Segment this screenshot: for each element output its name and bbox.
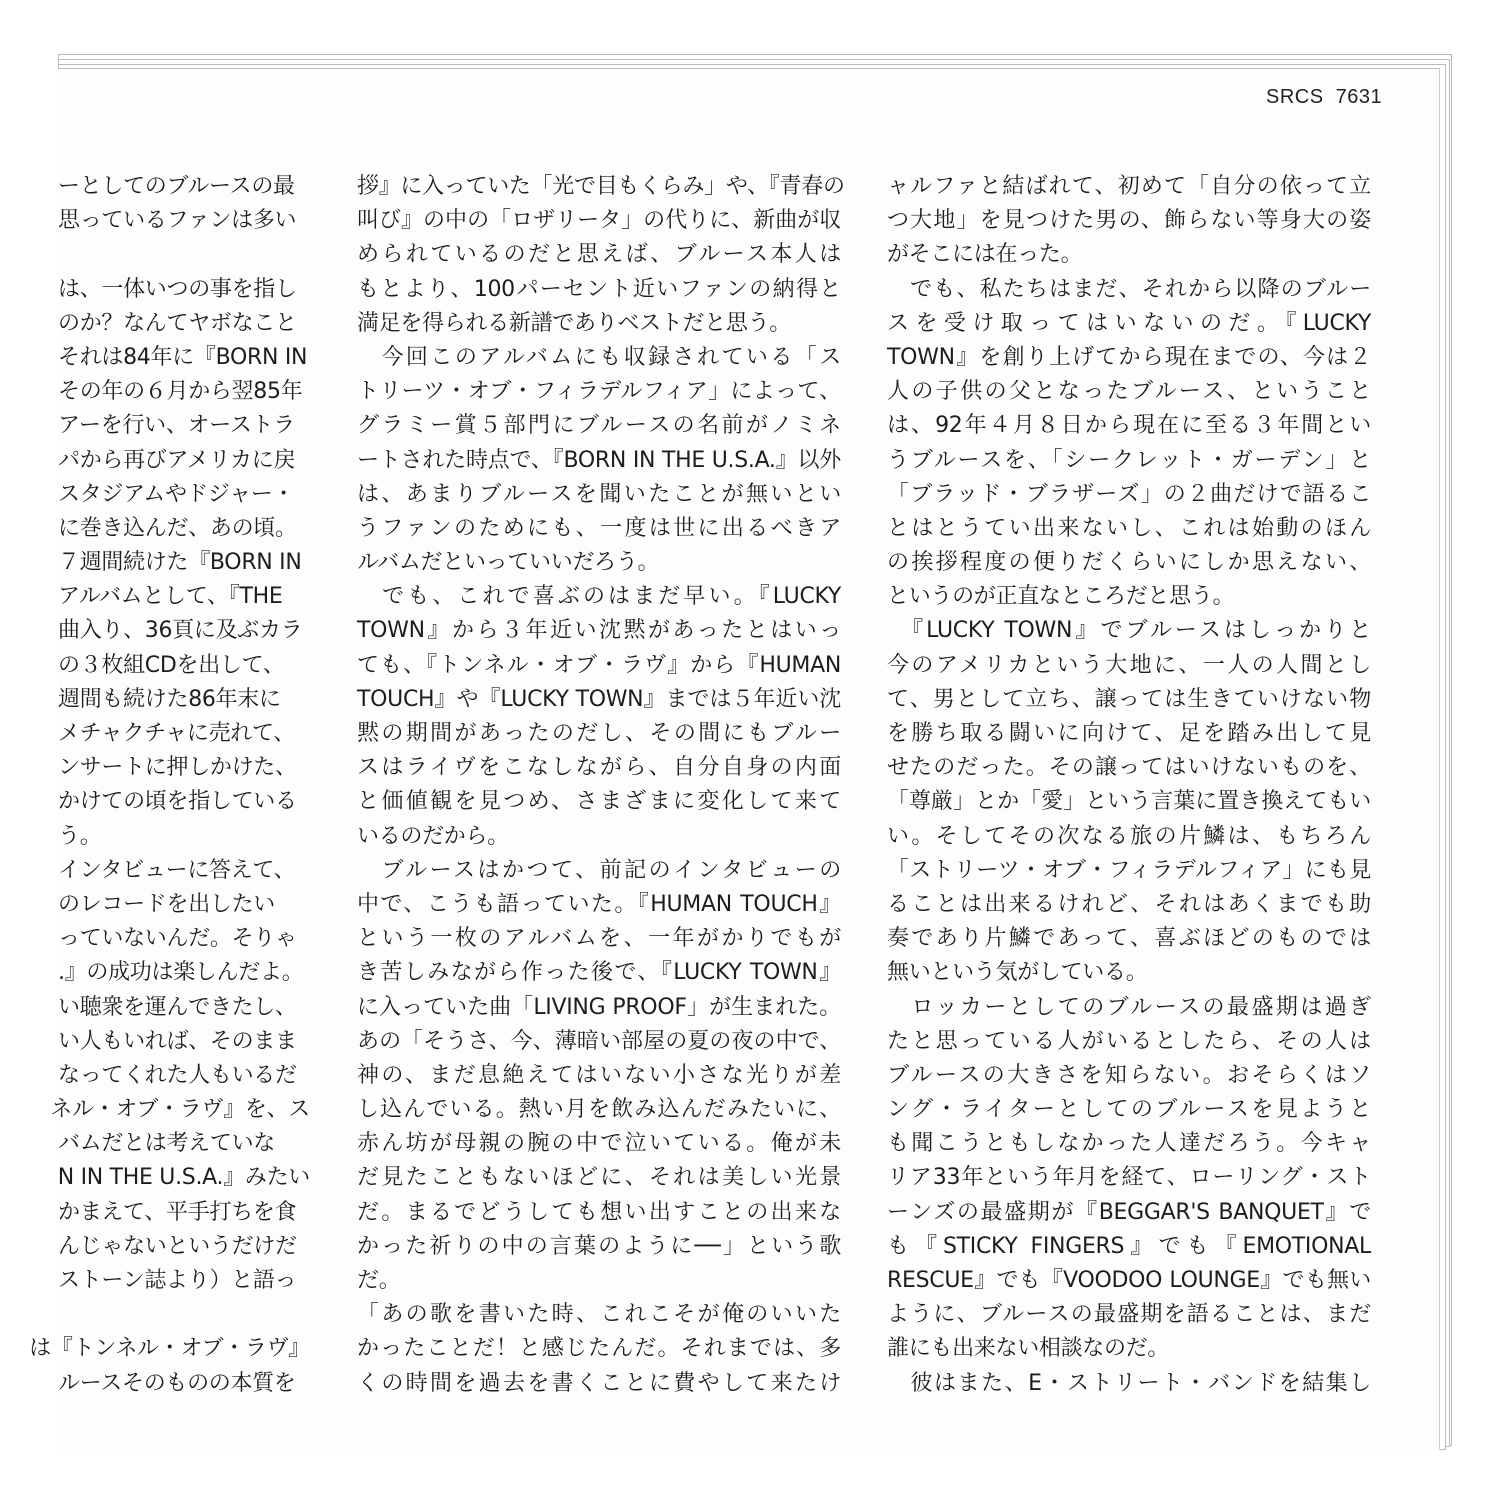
text-line: TOUCH』や『LUCKY TOWN』までは５年近い沈 xyxy=(357,686,841,712)
text-line: くの時間を過去を書くことに費やして来たけ xyxy=(357,1370,841,1396)
text-line: 今回このアルバムにも収録されている「ス xyxy=(357,344,841,370)
text-line: ルースそのものの本質を xyxy=(58,1370,296,1396)
text-line: スを受け取ってはいないのだ。『LUCKY xyxy=(887,310,1371,336)
text-line: 中で、こうも語っていた。『HUMAN TOUCH』 xyxy=(357,891,841,917)
text-line: メチャクチャに売れて、 xyxy=(58,721,295,746)
text-line: ートされた時点で、『BORN IN THE U.S.A.』以外 xyxy=(357,447,841,473)
text-line: 奏であり片鱗であって、喜ぶほどのものでは xyxy=(887,926,1371,952)
text-line: つ大地」を見つけた男の、飾らない等身大の姿 xyxy=(887,208,1371,234)
text-line: ブルースの大きさを知らない。おそらくはソ xyxy=(887,1062,1371,1088)
text-line: でも、私たちはまだ、それから以降のブルー xyxy=(887,276,1371,302)
text-line: ることは出来るけれど、それはあくまでも助 xyxy=(887,891,1371,917)
text-line: は、あまりブルースを聞いたことが無いとい xyxy=(357,481,841,507)
text-line: 曲入り、36頁に及ぶカラ xyxy=(58,618,303,644)
catalog-number: SRCS 7631 xyxy=(1266,86,1383,108)
text-column-middle xyxy=(357,170,845,1401)
text-line: のか？なんてヤボなこと xyxy=(58,310,297,336)
text-line: パから再びアメリカに戻 xyxy=(58,447,296,473)
text-line: も『STICKY FINGERS』でも『EMOTIONAL xyxy=(887,1233,1371,1259)
text-line: グラミー賞５部門にブルースの名前がノミネ xyxy=(357,413,841,439)
text-line: に入っていた曲「LIVING PROOF」が生まれた。 xyxy=(357,994,841,1020)
text-line: トリーツ・オブ・フィラデルフィア」によって、 xyxy=(357,379,841,405)
text-line: アーを行い、オーストラ xyxy=(58,413,295,439)
text-line: ロッカーとしてのブルースの最盛期は過ぎ xyxy=(887,994,1371,1020)
text-line: 誰にも出来ない相談なのだ。 xyxy=(887,1336,1170,1362)
text-line: 黙の期間があったのだし、その間にもブルー xyxy=(357,721,841,746)
text-line: ても、『トンネル・オブ・ラヴ』から『HUMAN xyxy=(357,652,841,678)
text-line: だ。 xyxy=(357,1268,401,1293)
text-line: かまえて、平手打ちを食 xyxy=(58,1199,297,1225)
text-line: もとより、100パーセント近いファンの納得と xyxy=(357,276,841,302)
text-line: も聞こうともしなかった人達だろう。今キャ xyxy=(887,1131,1371,1157)
text-line: 「ブラッド・ブラザーズ」の２曲だけで語るこ xyxy=(887,481,1371,507)
text-line: 赤ん坊が母親の腕の中で泣いている。俺が未 xyxy=(357,1131,841,1157)
text-line: き苦しみながら作った後で、『LUCKY TOWN』 xyxy=(357,960,841,986)
text-line: は、一体いつの事を指し xyxy=(58,276,297,302)
text-line: 「尊厳」とか「愛」という言葉に置き換えてもい xyxy=(887,789,1371,815)
text-line: 『LUCKY TOWN』でブルースはしっかりと xyxy=(887,618,1371,644)
text-line: ング・ライターとしてのブルースを見ようと xyxy=(887,1097,1371,1123)
text-line: と価値観を見つめ、さまざまに変化して来て xyxy=(357,789,841,815)
text-line: ストーン誌より）と語っ xyxy=(58,1268,297,1293)
text-line: だ見たこともないほどに、それは美しい光景 xyxy=(357,1165,841,1191)
text-line: TOWN』を創り上げてから現在までの、今は２ xyxy=(887,344,1371,370)
text-line: スはライヴをこなしながら、自分自身の内面 xyxy=(357,755,841,781)
text-line: ャルファと結ばれて、初めて「自分の依って立 xyxy=(887,174,1371,199)
text-line xyxy=(58,1298,310,1332)
text-line: ーとしてのブルースの最 xyxy=(58,174,295,199)
text-column-left xyxy=(29,170,310,1401)
text-line: ンサートに押しかけた、 xyxy=(58,755,297,781)
text-line: なってくれた人もいるだ xyxy=(58,1062,297,1088)
text-line: がそこには在った。 xyxy=(887,242,1083,268)
text-line: かった祈りの中の言葉のように──」という歌 xyxy=(357,1233,841,1259)
text-line: のレコードを出したい xyxy=(58,891,276,917)
text-line: だ。まるでどうしても想い出すことの出来な xyxy=(357,1199,841,1225)
text-line: うブルースを、「シークレット・ガーデン」と xyxy=(887,447,1371,473)
text-line: 「あの歌を書いた時、これこそが俺のいいた xyxy=(357,1302,841,1328)
text-line: 「ストリーツ・オブ・フィラデルフィア」にも見 xyxy=(887,857,1371,883)
text-line: の３枚組CDを出して、 xyxy=(58,652,285,678)
text-line: 思っているファンは多い xyxy=(58,208,297,234)
text-line: っていないんだ。そりゃ xyxy=(58,926,297,952)
text-line: RESCUE』でも『VOODOO LOUNGE』でも無い xyxy=(887,1268,1371,1293)
text-line: それは84年に『BORN IN xyxy=(58,344,308,370)
text-line: ルバムだといっていいだろう。 xyxy=(357,550,660,576)
text-line: 今のアメリカという大地に、一人の人間とし xyxy=(887,652,1371,678)
text-line: その年の６月から翌85年 xyxy=(58,379,303,405)
text-line: 無いという気がしている。 xyxy=(887,960,1148,986)
text-line: アルバムとして、『THE xyxy=(58,584,283,610)
text-line: い。そしてその次なる旅の片鱗は、もちろん xyxy=(887,823,1371,849)
text-line: せたのだった。その譲ってはいけないものを、 xyxy=(887,755,1371,781)
text-line: かけての頃を指している xyxy=(58,789,297,815)
text-line: うファンのためにも、一度は世に出るべきア xyxy=(357,515,841,541)
text-line: 週間も続けた86年末に xyxy=(58,686,281,712)
text-line: とはとうてい出来ないし、これは始動のほん xyxy=(887,515,1371,541)
text-line: 彼はまた、E・ストリート・バンドを結集し xyxy=(887,1370,1371,1396)
text-column-right xyxy=(887,170,1371,1401)
text-line: という一枚のアルバムを、一年がかりでもが xyxy=(357,926,841,952)
text-line: い人もいれば、そのまま xyxy=(58,1028,297,1054)
text-line: かったことだ！と感じたんだ。それまでは、多 xyxy=(357,1336,841,1362)
text-line: は、92年４月８日から現在に至る３年間とい xyxy=(887,413,1371,439)
text-line: たと思っている人がいるとしたら、その人は xyxy=(887,1028,1371,1054)
text-line: は『トンネル・オブ・ラヴ』 xyxy=(29,1336,310,1362)
text-line: バムだとは考えていな xyxy=(58,1131,276,1157)
text-line: N IN THE U.S.A.』みたい xyxy=(57,1165,310,1191)
text-line: TOWN』から３年近い沈黙があったとはいっ xyxy=(357,618,841,644)
text-line: スタジアムやドジャー・ xyxy=(58,481,295,507)
text-line: んじゃないというだけだ xyxy=(58,1233,297,1259)
text-line: というのが正直なところだと思う。 xyxy=(887,584,1235,610)
text-line: の挨拶程度の便りだくらいにしか思えない、 xyxy=(887,550,1371,576)
text-line: を勝ち取る闘いに向けて、足を踏み出して見 xyxy=(887,721,1371,746)
text-line: ネル・オブ・ラヴ』を、ス xyxy=(50,1097,310,1123)
text-line: う。 xyxy=(58,823,102,849)
text-line: められているのだと思えば、ブルース本人は xyxy=(357,242,841,268)
text-line: いるのだから。 xyxy=(357,823,509,849)
text-line: に巻き込んだ、あの頃。 xyxy=(58,515,297,541)
text-line: でも、これで喜ぶのはまだ早い。『LUCKY xyxy=(357,584,841,610)
text-line: 拶』に入っていた「光で目もくらみ」や、『青春の xyxy=(357,174,845,199)
text-line: ーンズの最盛期が『BEGGAR'S BANQUET』で xyxy=(887,1199,1371,1225)
text-line: あの「そうさ、今、薄暗い部屋の夏の夜の中で、 xyxy=(357,1028,841,1054)
text-line: い聴衆を運んできたし、 xyxy=(58,994,297,1020)
text-line: インタビューに答えて、 xyxy=(58,857,296,883)
text-line: 叫び』の中の「ロザリータ」の代りに、新曲が収 xyxy=(357,208,841,234)
text-line: し込んでいる。熱い月を飲み込んだみたいに、 xyxy=(357,1097,841,1123)
text-line: ブルースはかつて、前記のインタビューの xyxy=(357,857,841,883)
text-line: ように、ブルースの最盛期を語ることは、まだ xyxy=(887,1302,1371,1328)
text-line: ７週間続けた『BORN IN xyxy=(58,550,302,576)
text-line: 神の、まだ息絶えてはいない小さな光りが差 xyxy=(357,1062,841,1088)
text-line: .』の成功は楽しんだよ。 xyxy=(58,960,304,986)
text-line: 満足を得られる新譜でありベストだと思う。 xyxy=(357,310,792,336)
text-line: て、男として立ち、譲っては生きていけない物 xyxy=(887,686,1371,712)
text-line: リア33年という年月を経て、ローリング・スト xyxy=(887,1165,1371,1191)
text-line: 人の子供の父となったブルース、ということ xyxy=(887,379,1371,405)
text-line xyxy=(58,238,310,272)
